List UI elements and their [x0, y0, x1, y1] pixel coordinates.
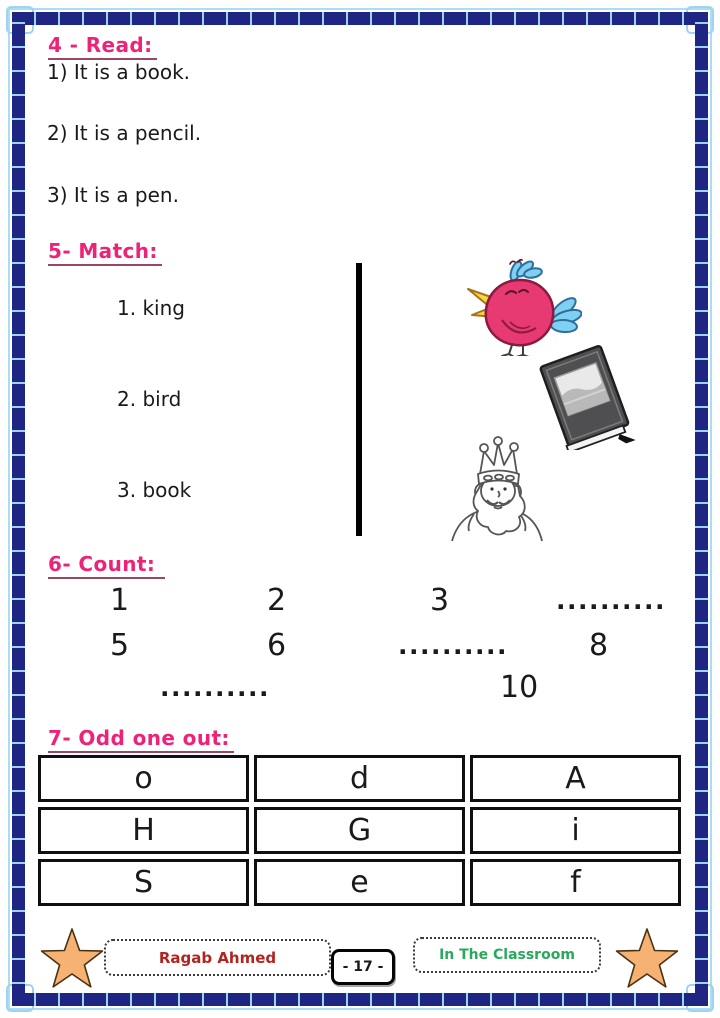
count-number: 3 — [430, 583, 450, 618]
count-blank: .......... — [556, 586, 666, 615]
odd-cell: f — [470, 859, 681, 906]
author-box — [104, 939, 331, 976]
odd-table — [38, 755, 681, 906]
count-number: 10 — [500, 670, 539, 705]
brand-box — [413, 937, 601, 973]
count-number: 1 — [110, 583, 130, 618]
king-image — [444, 434, 552, 542]
odd-cell: e — [254, 859, 465, 906]
odd-cell: H — [38, 807, 249, 854]
author-label: Ragab Ahmed — [158, 948, 277, 967]
page-border-band — [12, 993, 708, 1006]
match-divider-line — [356, 263, 362, 536]
page-border-band — [12, 12, 708, 25]
page-number: - 17 - — [342, 959, 384, 975]
match-heading: 5- Match: — [48, 240, 162, 266]
odd-cell: d — [254, 755, 465, 802]
read-heading: 4 - Read: — [48, 34, 157, 60]
odd-heading: 7- Odd one out: — [48, 727, 234, 753]
count-number: 2 — [267, 583, 287, 618]
odd-cell: G — [254, 807, 465, 854]
match-item: 1. king — [117, 296, 185, 320]
star-icon — [611, 925, 683, 995]
odd-cell: A — [470, 755, 681, 802]
match-item: 3. book — [117, 478, 192, 502]
count-blank: .......... — [160, 673, 270, 702]
count-blank: .......... — [398, 631, 508, 660]
odd-cell: S — [38, 859, 249, 906]
page-number-badge — [331, 949, 395, 985]
page-border-band — [12, 12, 25, 1006]
read-sentence: 3) It is a pen. — [47, 183, 179, 207]
read-sentence: 2) It is a pencil. — [47, 121, 202, 145]
bird-image — [464, 258, 582, 356]
count-number: 5 — [110, 628, 130, 663]
count-heading: 6- Count: — [48, 553, 165, 579]
page-border-band — [695, 12, 708, 1006]
brand-label: In The Classroom — [439, 947, 575, 963]
read-sentence: 1) It is a book. — [47, 60, 191, 84]
star-icon — [36, 925, 108, 995]
match-item: 2. bird — [117, 387, 182, 411]
odd-cell: o — [38, 755, 249, 802]
count-number: 6 — [267, 628, 287, 663]
odd-cell: i — [470, 807, 681, 854]
count-number: 8 — [589, 628, 609, 663]
